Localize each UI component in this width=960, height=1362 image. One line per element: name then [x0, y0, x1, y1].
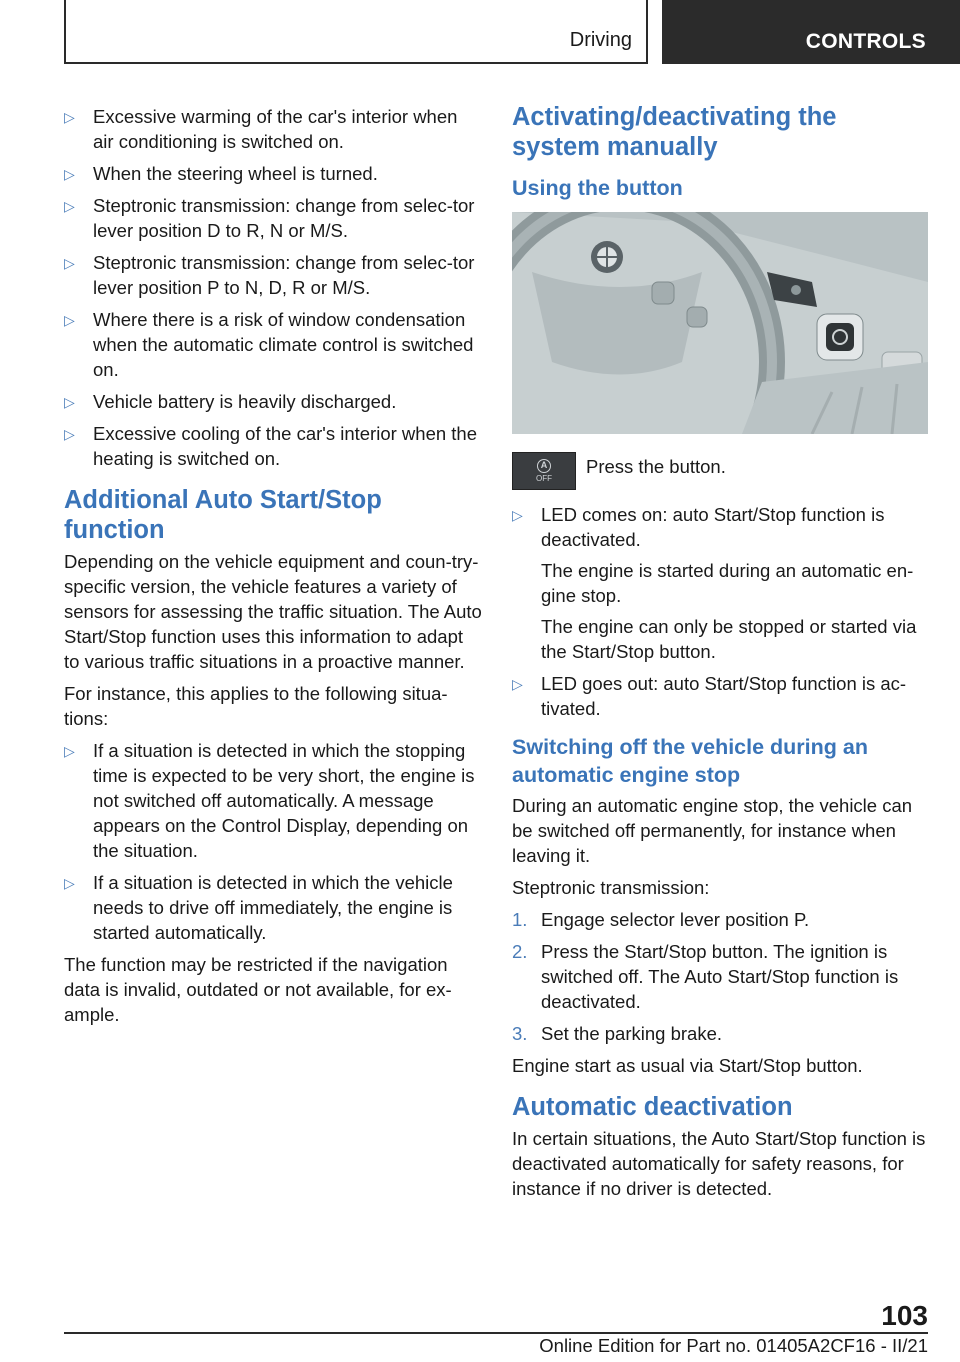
right-column: [512, 100, 930, 1208]
paragraph-restricted: The function may be restricted if the navigation data is invalid, outdated or not available, for ex-ample.: [64, 954, 452, 1025]
press-button-text: Press the button.: [586, 456, 726, 477]
led-bullet-list: [512, 502, 930, 721]
page-number: 103: [881, 1300, 928, 1331]
auto-start-stop-symbol: A: [537, 459, 551, 473]
subheading-using-the-button: Using the button: [512, 176, 683, 200]
page-header-chapter: [662, 0, 960, 64]
triangle-bullet-icon: ▷: [64, 743, 75, 759]
triangle-bullet-icon: ▷: [64, 198, 75, 214]
heading-automatic-deactivation: Automatic deactivation: [512, 1093, 793, 1121]
triangle-bullet-icon: ▷: [64, 255, 75, 271]
situation-bullet-list: [64, 738, 482, 945]
press-button-row: [512, 452, 930, 490]
footer-divider: [64, 1332, 928, 1334]
list-item: ▷ Excessive cooling of the car's interior when the heating is switched on.: [64, 423, 478, 469]
off-label: OFF: [536, 473, 552, 483]
triangle-bullet-icon: ▷: [512, 676, 523, 692]
list-item: ▷ Steptronic transmission: change from selec-tor lever position D to R, N or M/S.: [64, 195, 475, 241]
left-column: [64, 100, 482, 1034]
paragraph-engine-start: Engine start as usual via Start/Stop button.: [512, 1055, 863, 1076]
list-item: ▷ Where there is a risk of window condensation when the automatic climate control is switched on.: [64, 309, 474, 380]
triangle-bullet-icon: ▷: [64, 875, 75, 891]
list-item: 3. Set the parking brake.: [512, 1023, 722, 1044]
triangle-bullet-icon: ▷: [64, 109, 75, 125]
list-item: ▷ If a situation is detected in which the vehicle needs to drive off immediately, the engine is started automatically.: [64, 872, 453, 943]
triangle-bullet-icon: ▷: [64, 426, 75, 442]
list-item: ▷ Excessive warming of the car's interior when air conditioning is switched on.: [64, 106, 458, 152]
paragraph-certain-situations: In certain situations, the Auto Start/Stop function is deactivated automatically for safety reasons, for instance if no driver is detected.: [512, 1128, 926, 1199]
list-item: ▷ Steptronic transmission: change from selec-tor lever position P to N, D, R or M/S.: [64, 252, 475, 298]
intro-bullet-list: [64, 104, 482, 471]
paragraph-during: During an automatic engine stop, the vehicle can be switched off permanently, for instance when leaving it.: [512, 795, 913, 866]
paragraph-depending: Depending on the vehicle equipment and coun-try-specific version, the vehicle features a variety of sensors for assessing the traffic situation. The Auto Start/Stop function uses this information to adapt to various traffic situations in a proactive manner.: [64, 551, 482, 672]
steering-wheel-illustration: [512, 212, 928, 434]
list-item: 1. Engage selector lever position P.: [512, 909, 810, 930]
subheading-switching-off: Switching off the vehicle during an automatic engine stop: [512, 735, 868, 787]
heading-additional-auto-start-stop: Additional Auto Start/Stop function: [64, 486, 382, 544]
paragraph-steptronic: Steptronic transmission:: [512, 877, 710, 898]
list-item: ▷ Vehicle battery is heavily discharged.: [64, 389, 482, 414]
triangle-bullet-icon: ▷: [64, 166, 75, 182]
list-item: ▷ LED comes on: auto Start/Stop function is deactivated. The engine is started during an automatic en-gine stop. The engine can only be stopped or started via the Start/Stop button.: [512, 504, 917, 662]
triangle-bullet-icon: ▷: [512, 507, 523, 523]
section-title: Driving: [569, 29, 632, 51]
list-item: 2. Press the Start/Stop button. The ignition is switched off. The Auto Start/Stop function is deactivated.: [512, 941, 899, 1012]
page-header-section: [64, 0, 648, 64]
list-item: ▷ If a situation is detected in which the stopping time is expected to be very short, the engine is not switched off automatically. A message appears on the Control Display, depending on the situation.: [64, 740, 475, 861]
list-item: ▷ LED goes out: auto Start/Stop function is ac-tivated.: [512, 673, 907, 719]
heading-activating-deactivating: Activating/deactivating the system manually: [512, 103, 837, 161]
paragraph-for-instance: For instance, this applies to the following situa-tions:: [64, 683, 448, 729]
chapter-title: CONTROLS: [805, 30, 926, 53]
list-item: ▷ When the steering wheel is turned.: [64, 161, 482, 186]
auto-start-stop-off-button-icon: [512, 452, 576, 490]
triangle-bullet-icon: ▷: [64, 394, 75, 410]
edition-text: Online Edition for Part no. 01405A2CF16 - II/21: [539, 1335, 928, 1356]
triangle-bullet-icon: ▷: [64, 312, 75, 328]
steering-wheel-photo: [512, 212, 928, 434]
step-list: [512, 907, 930, 1046]
